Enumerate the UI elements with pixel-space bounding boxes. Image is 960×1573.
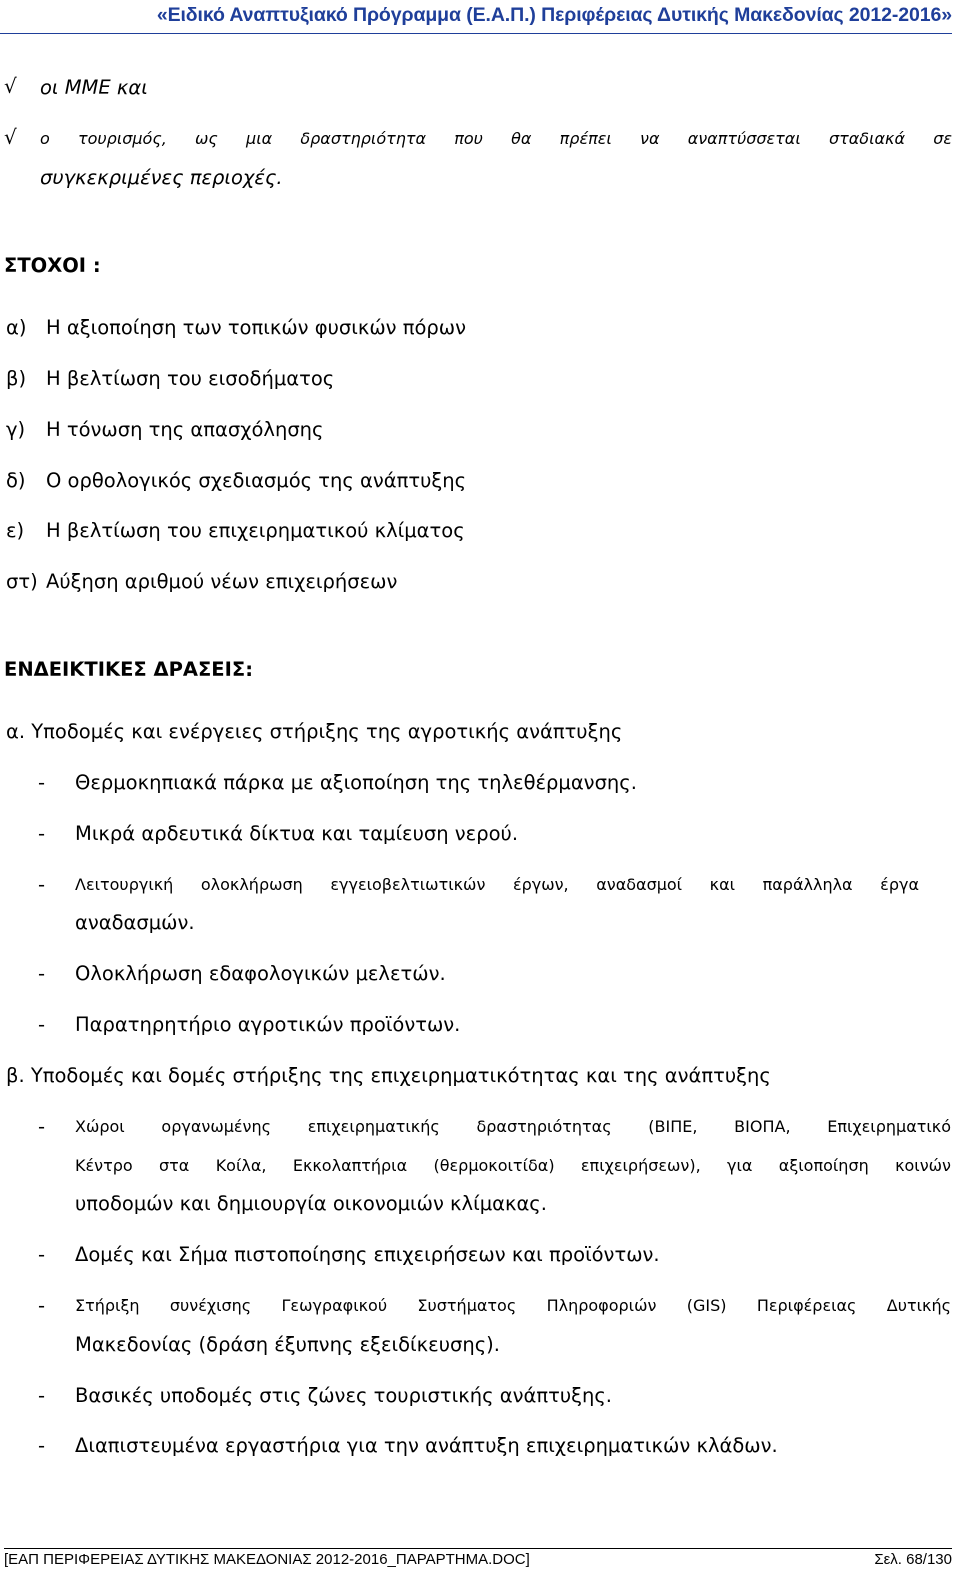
intro-bullet-1: οι ΜΜΕ και	[40, 76, 148, 99]
footer-document-name: [ΕΑΠ ΠΕΡΙΦΕΡΕΙΑΣ ΔΥΤΙΚΗΣ ΜΑΚΕΔΟΝΙΑΣ 2012-2016_ΠΑΡΑΡΤΗΜΑ.DOC]	[4, 1551, 530, 1568]
dash-marker: -	[38, 1384, 46, 1407]
goal-text: Ο ορθολογικός σχεδιασμός της ανάπτυξης	[46, 469, 467, 492]
dash-marker: -	[38, 771, 46, 794]
page-header: «Ειδικό Αναπτυξιακό Πρόγραμμα (Ε.Α.Π.) Περιφέρειας Δυτικής Μακεδονίας 2012-2016»	[0, 4, 952, 34]
dash-marker: -	[38, 1115, 46, 1138]
dash-marker: -	[38, 1294, 46, 1317]
section-a-item-2: Μικρά αρδευτικά δίκτυα και ταμίευση νερού.	[75, 822, 519, 845]
goal-text: Η βελτίωση του εισοδήματος	[46, 367, 335, 390]
dash-marker: -	[38, 873, 46, 896]
page-number: Σελ. 68/130	[874, 1551, 952, 1568]
section-b-item-4: Βασικές υποδομές στις ζώνες τουριστικής ανάπτυξης.	[75, 1384, 612, 1407]
goal-label: ε)	[6, 519, 25, 542]
section-a-item-3-line-1: Λειτουργική ολοκλήρωση εγγειοβελτιωτικών έργων, αναδασμοί και παράλληλα έργα	[75, 875, 919, 894]
dash-marker: -	[38, 822, 46, 845]
section-b-item-2: Δομές και Σήμα πιστοποίησης επιχειρήσεων και προϊόντων.	[75, 1243, 660, 1266]
goal-text: Η αξιοποίηση των τοπικών φυσικών πόρων	[46, 316, 467, 339]
actions-heading: ΕΝΔΕΙΚΤΙΚΕΣ ΔΡΑΣΕΙΣ:	[4, 658, 254, 681]
check-mark-icon: √	[4, 125, 17, 149]
section-a-item-5: Παρατηρητήριο αγροτικών προϊόντων.	[75, 1013, 461, 1036]
section-b-item-1-line-2: Κέντρο στα Κοίλα, Εκκολαπτήρια (θερμοκοιτίδα) επιχειρήσεων), για αξιοποίηση κοινών	[75, 1156, 951, 1175]
dash-marker: -	[38, 962, 46, 985]
section-b-item-5: Διαπιστευμένα εργαστήρια για την ανάπτυξη επιχειρηματικών κλάδων.	[75, 1434, 778, 1457]
goal-label: δ)	[6, 469, 26, 492]
section-b-item-1-line-1: Χώροι οργανωμένης επιχειρηματικής δραστηριότητας (ΒΙΠΕ, ΒΙΟΠΑ, Επιχειρηματικό	[75, 1117, 951, 1136]
dash-marker: -	[38, 1243, 46, 1266]
section-a-item-1: Θερμοκηπιακά πάρκα με αξιοποίηση της τηλεθέρμανσης.	[75, 771, 637, 794]
section-b-item-3-line-2: Μακεδονίας (δράση έξυπνης εξειδίκευσης).	[75, 1333, 500, 1356]
section-b-item-1-line-3: υποδομών και δημιουργία οικονομιών κλίμακας.	[75, 1192, 547, 1215]
goal-text: Η βελτίωση του επιχειρηματικού κλίματος	[46, 519, 465, 542]
section-a-item-3-line-2: αναδασμών.	[75, 911, 195, 934]
goal-label: α)	[6, 316, 27, 339]
goals-heading: ΣΤΟΧΟΙ :	[4, 254, 101, 277]
dash-marker: -	[38, 1434, 46, 1457]
goal-label: στ)	[6, 570, 38, 593]
dash-marker: -	[38, 1013, 46, 1036]
intro-bullet-2-line-2: συγκεκριμένες περιοχές.	[40, 166, 283, 189]
goal-text: Αύξηση αριθμού νέων επιχειρήσεων	[46, 570, 398, 593]
goal-label: γ)	[6, 418, 26, 441]
section-a-title: α. Υποδομές και ενέργειες στήριξης της αγροτικής ανάπτυξης	[6, 720, 623, 743]
section-b-title: β. Υποδομές και δομές στήριξης της επιχειρηματικότητας και της ανάπτυξης	[6, 1064, 771, 1087]
page-footer	[4, 1548, 952, 1568]
check-mark-icon: √	[4, 74, 17, 98]
intro-bullet-2-line-1: ο τουρισμός, ως μια δραστηριότητα που θα πρέπει να αναπτύσσεται σταδιακά σε	[40, 129, 952, 148]
goal-label: β)	[6, 367, 27, 390]
section-a-item-4: Ολοκλήρωση εδαφολογικών μελετών.	[75, 962, 446, 985]
section-b-item-3-line-1: Στήριξη συνέχισης Γεωγραφικού Συστήματος Πληροφοριών (GIS) Περιφέρειας Δυτικής	[75, 1296, 951, 1315]
goal-text: Η τόνωση της απασχόλησης	[46, 418, 324, 441]
